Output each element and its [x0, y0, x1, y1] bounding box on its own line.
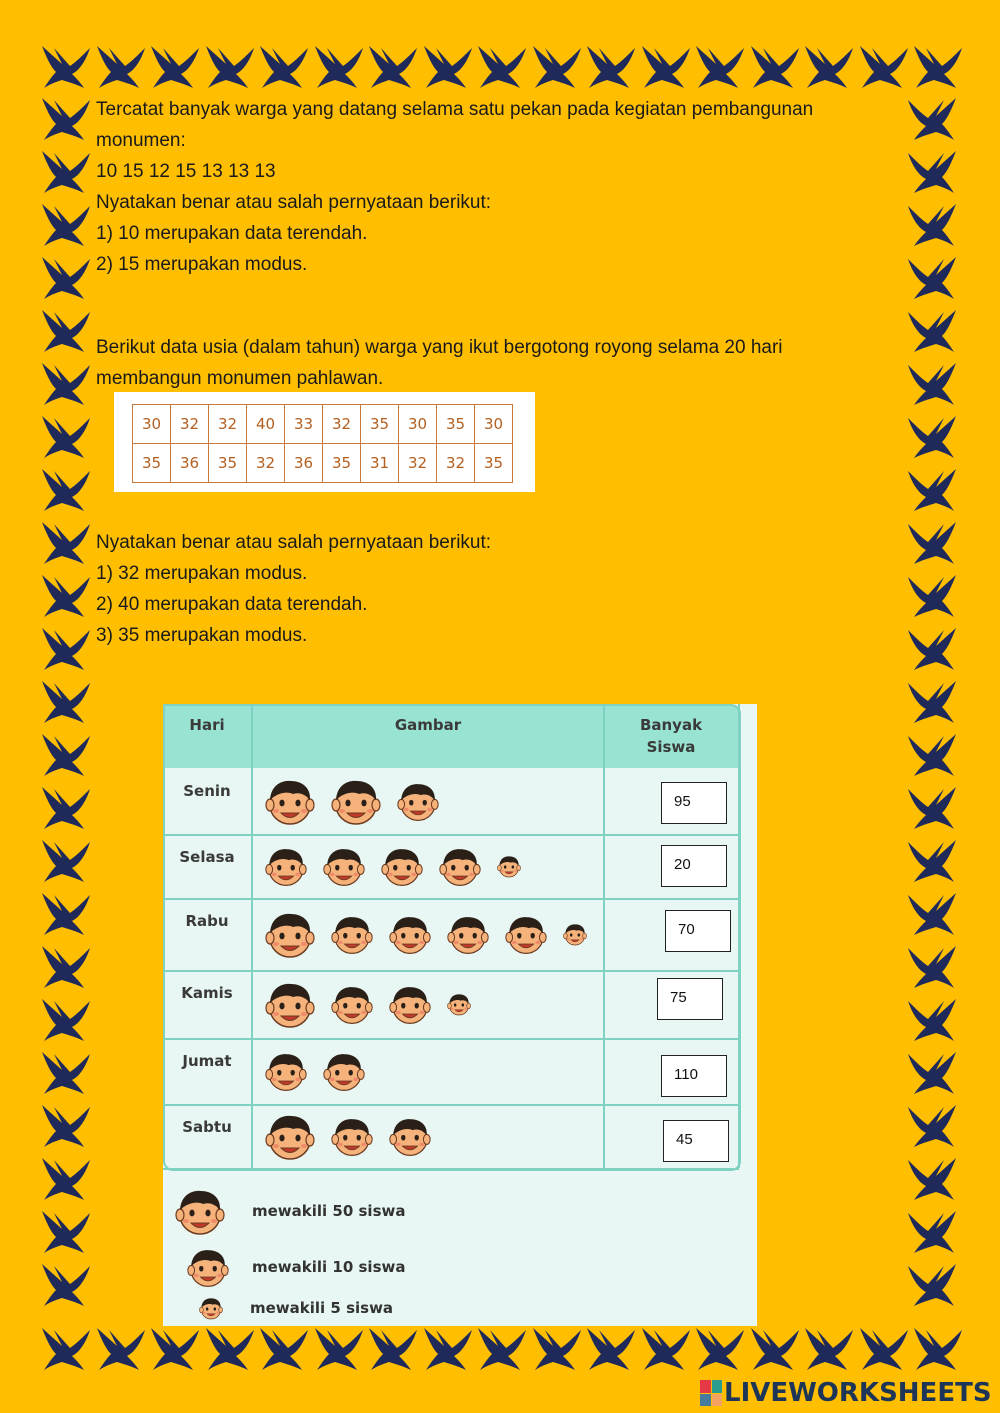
- swallow-icon: [40, 361, 92, 407]
- swallow-icon: [40, 573, 92, 619]
- swallow-icon: [585, 44, 637, 90]
- swallow-icon: [40, 997, 92, 1043]
- swallow-icon: [149, 1326, 201, 1372]
- swallow-icon: [906, 573, 958, 619]
- student-face-medium-icon: [389, 983, 431, 1025]
- day-label: Senin: [183, 782, 231, 800]
- swallow-icon: [906, 732, 958, 778]
- day-label: Kamis: [181, 984, 233, 1002]
- swallow-icon: [40, 838, 92, 884]
- table-row-divider: [163, 1168, 739, 1170]
- swallow-icon: [422, 44, 474, 90]
- swallow-icon: [149, 44, 201, 90]
- section1-data: 10 15 12 15 13 13 13: [96, 161, 276, 182]
- swallow-icon: [40, 96, 92, 142]
- swallow-icon: [906, 361, 958, 407]
- swallow-icon: [906, 1262, 958, 1308]
- student-face-medium-icon: [439, 845, 481, 887]
- swallow-icon: [585, 1326, 637, 1372]
- student-face-medium-icon: [331, 1115, 373, 1157]
- student-face-large-icon: [265, 979, 315, 1029]
- swallow-icon: [40, 467, 92, 513]
- swallow-icon: [40, 520, 92, 566]
- swallow-icon: [803, 1326, 855, 1372]
- age-cell: 35: [209, 444, 247, 483]
- table-row-divider: [163, 1104, 739, 1106]
- section2-statement-2: 2) 40 merupakan data terendah.: [96, 594, 368, 615]
- age-cell: 35: [133, 444, 171, 483]
- student-face-large-icon: [265, 776, 315, 826]
- student-face-small-icon: [447, 992, 471, 1016]
- swallow-icon: [906, 149, 958, 195]
- swallow-icon: [803, 44, 855, 90]
- swallow-icon: [749, 44, 801, 90]
- swallow-icon: [906, 891, 958, 937]
- pictogram-header: [163, 704, 739, 768]
- student-face-large-icon: [265, 909, 315, 959]
- legend-text: mewakili 50 siswa: [252, 1202, 406, 1220]
- swallow-icon: [640, 44, 692, 90]
- swallow-icon: [906, 255, 958, 301]
- age-cell: 31: [361, 444, 399, 483]
- swallow-icon: [40, 944, 92, 990]
- swallow-icon: [906, 202, 958, 248]
- swallow-icon: [912, 44, 964, 90]
- student-face-medium-icon: [265, 845, 307, 887]
- age-cell: 30: [475, 405, 513, 444]
- header-picture: Gambar: [394, 716, 462, 734]
- swallow-icon: [476, 44, 528, 90]
- swallow-icon: [313, 44, 365, 90]
- header-count-line2: Siswa: [646, 738, 696, 756]
- swallow-icon: [906, 1156, 958, 1202]
- age-cell: 30: [133, 405, 171, 444]
- header-count-line1: Banyak: [639, 716, 703, 734]
- swallow-icon: [906, 1050, 958, 1096]
- swallow-icon: [40, 255, 92, 301]
- swallow-icon: [40, 308, 92, 354]
- age-cell: 32: [209, 405, 247, 444]
- swallow-icon: [40, 785, 92, 831]
- legend-face-large-icon: [175, 1186, 225, 1236]
- liveworksheets-logo: [700, 1376, 992, 1410]
- swallow-icon: [40, 626, 92, 672]
- swallow-icon: [95, 44, 147, 90]
- swallow-icon: [40, 1103, 92, 1149]
- section1-instruction: Nyatakan benar atau salah pernyataan berikut:: [96, 192, 492, 213]
- swallow-icon: [531, 1326, 583, 1372]
- student-face-medium-icon: [331, 913, 373, 955]
- answer-input[interactable]: 75: [657, 978, 723, 1020]
- swallow-icon: [694, 1326, 746, 1372]
- swallow-icon: [906, 626, 958, 672]
- swallow-icon: [906, 944, 958, 990]
- age-data-table: [114, 392, 535, 492]
- section1-intro-line1: Tercatat banyak warga yang datang selama satu pekan pada kegiatan pembangunan: [96, 99, 814, 120]
- swallow-icon: [40, 1262, 92, 1308]
- student-face-small-icon: [497, 854, 521, 878]
- section1-statement-2: 2) 15 merupakan modus.: [96, 254, 308, 275]
- swallow-icon: [313, 1326, 365, 1372]
- swallow-icon: [906, 1103, 958, 1149]
- swallow-icon: [40, 149, 92, 195]
- student-face-large-icon: [331, 776, 381, 826]
- age-cell: 35: [437, 405, 475, 444]
- table-divider: [603, 704, 605, 1168]
- legend-face-small-icon: [199, 1296, 223, 1320]
- swallow-icon: [858, 44, 910, 90]
- section2-instruction: Nyatakan benar atau salah pernyataan berikut:: [96, 532, 492, 553]
- student-face-medium-icon: [323, 1050, 365, 1092]
- age-cell: 32: [247, 444, 285, 483]
- table-row-divider: [163, 1038, 739, 1040]
- swallow-icon: [906, 679, 958, 725]
- answer-input[interactable]: 20: [661, 845, 727, 887]
- swallow-icon: [906, 838, 958, 884]
- answer-input[interactable]: 45: [663, 1120, 729, 1162]
- age-cell: 32: [323, 405, 361, 444]
- swallow-icon: [476, 1326, 528, 1372]
- age-row: [133, 405, 513, 444]
- student-face-medium-icon: [389, 1115, 431, 1157]
- section2-intro-line2: membangun monumen pahlawan.: [96, 368, 384, 389]
- age-cell: 36: [285, 444, 323, 483]
- table-divider: [738, 704, 740, 1168]
- swallow-icon: [906, 785, 958, 831]
- legend-face-medium-icon: [187, 1246, 229, 1288]
- day-label: Jumat: [182, 1052, 232, 1070]
- swallow-icon: [40, 1050, 92, 1096]
- swallow-icon: [204, 1326, 256, 1372]
- day-label: Rabu: [185, 912, 229, 930]
- swallow-icon: [694, 44, 746, 90]
- table-row-divider: [163, 898, 739, 900]
- swallow-icon: [40, 414, 92, 460]
- swallow-icon: [640, 1326, 692, 1372]
- answer-input[interactable]: 70: [665, 910, 731, 952]
- swallow-icon: [906, 520, 958, 566]
- section1-statement-1: 1) 10 merupakan data terendah.: [96, 223, 368, 244]
- swallow-icon: [40, 1156, 92, 1202]
- swallow-icon: [204, 44, 256, 90]
- swallow-icon: [258, 1326, 310, 1372]
- swallow-icon: [95, 1326, 147, 1372]
- age-cell: 32: [399, 444, 437, 483]
- section2-statement-1: 1) 32 merupakan modus.: [96, 563, 308, 584]
- swallow-icon: [40, 732, 92, 778]
- swallow-icon: [367, 1326, 419, 1372]
- student-face-small-icon: [563, 922, 587, 946]
- swallow-icon: [40, 44, 92, 90]
- legend-text: mewakili 5 siswa: [250, 1299, 394, 1317]
- swallow-icon: [906, 308, 958, 354]
- swallow-icon: [40, 1326, 92, 1372]
- age-cell: 35: [361, 405, 399, 444]
- age-cell: 40: [247, 405, 285, 444]
- swallow-icon: [40, 202, 92, 248]
- student-face-medium-icon: [381, 845, 423, 887]
- table-row-divider: [163, 834, 739, 836]
- swallow-icon: [531, 44, 583, 90]
- age-cell: 32: [171, 405, 209, 444]
- swallow-icon: [906, 467, 958, 513]
- table-divider: [251, 704, 253, 1168]
- swallow-icon: [40, 1209, 92, 1255]
- age-row: [133, 444, 513, 483]
- age-cell: 36: [171, 444, 209, 483]
- swallow-icon: [906, 1209, 958, 1255]
- answer-input[interactable]: 95: [661, 782, 727, 824]
- swallow-icon: [40, 891, 92, 937]
- age-cell: 33: [285, 405, 323, 444]
- swallow-icon: [906, 96, 958, 142]
- liveworksheets-icon: [700, 1380, 722, 1406]
- swallow-icon: [858, 1326, 910, 1372]
- age-cell: 30: [399, 405, 437, 444]
- answer-input[interactable]: 110: [661, 1055, 727, 1097]
- day-label: Selasa: [179, 848, 235, 866]
- swallow-icon: [422, 1326, 474, 1372]
- student-face-medium-icon: [505, 913, 547, 955]
- student-face-medium-icon: [323, 845, 365, 887]
- student-face-medium-icon: [265, 1050, 307, 1092]
- header-day: Hari: [189, 716, 225, 734]
- swallow-icon: [749, 1326, 801, 1372]
- section2-intro-line1: Berikut data usia (dalam tahun) warga yang ikut bergotong royong selama 20 hari: [96, 337, 783, 358]
- section2-statement-3: 3) 35 merupakan modus.: [96, 625, 308, 646]
- day-label: Sabtu: [182, 1118, 232, 1136]
- age-cell: 35: [475, 444, 513, 483]
- table-row-divider: [163, 970, 739, 972]
- pictogram-table: [163, 704, 757, 1326]
- age-cell: 35: [323, 444, 361, 483]
- section1-intro-line2: monumen:: [96, 130, 186, 151]
- swallow-icon: [912, 1326, 964, 1372]
- swallow-icon: [367, 44, 419, 90]
- swallow-icon: [258, 44, 310, 90]
- student-face-medium-icon: [397, 780, 439, 822]
- student-face-medium-icon: [331, 983, 373, 1025]
- swallow-icon: [40, 679, 92, 725]
- legend-text: mewakili 10 siswa: [252, 1258, 406, 1276]
- student-face-large-icon: [265, 1111, 315, 1161]
- liveworksheets-text: LIVEWORKSHEETS: [724, 1378, 992, 1408]
- age-cell: 32: [437, 444, 475, 483]
- student-face-medium-icon: [389, 913, 431, 955]
- swallow-icon: [906, 414, 958, 460]
- student-face-medium-icon: [447, 913, 489, 955]
- swallow-icon: [906, 997, 958, 1043]
